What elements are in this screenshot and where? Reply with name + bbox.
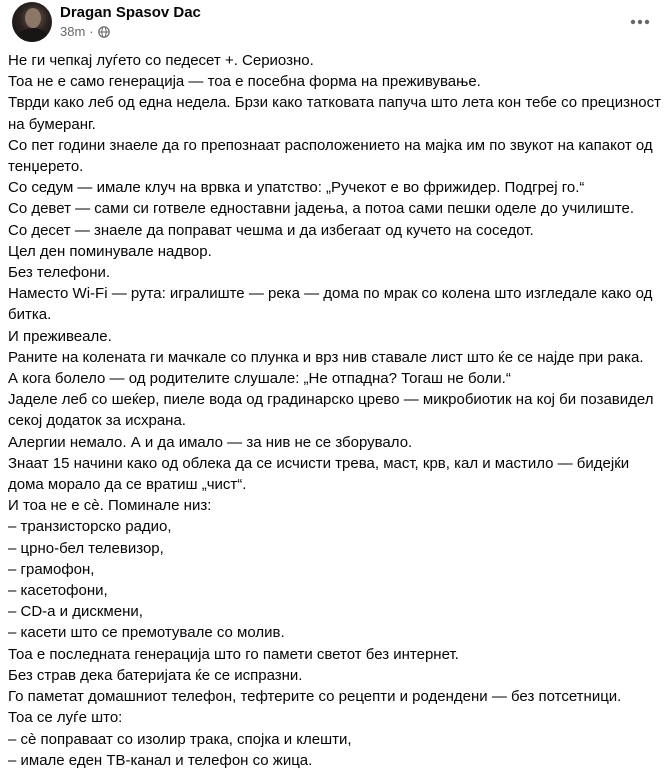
post-line: Тоа не е само генерација — тоа е посебна форма на преживување. <box>8 73 481 91</box>
post-line: Јаделе леб со шеќер, пиеле вода од градинарско црево — микробиотик на кој би позавидел секој додаток за исхрана. <box>8 391 654 430</box>
post-line: – CD-а и дискмени, <box>8 603 143 621</box>
post-line: Без телефони. <box>8 264 111 282</box>
post-line: Алергии немало. А и да имало — за нив не се зборувало. <box>8 433 413 451</box>
globe-icon[interactable] <box>98 26 110 38</box>
author-name[interactable]: Dragan Spasov Dac <box>60 4 201 21</box>
post-line: Без страв дека батеријата ќе се испразни. <box>8 666 303 684</box>
post-line: Со десет — знаеле да поправат чешма и да избегаат од кучето на соседот. <box>8 221 534 239</box>
post-line: Со девет — сами си готвеле едноставни јадења, а потоа сами пешки оделе до училиште. <box>8 200 635 218</box>
post-line: Го паметат домашниот телефон, тефтерите со рецепти и родендени — без потсетници. <box>8 688 622 706</box>
post-line: Наместо Wi-Fi — рута: игралиште — река — дома по мрак со колена што изгледале како од битка. <box>8 285 653 324</box>
post-line: – касетофони, <box>8 582 108 600</box>
post-line: Знаат 15 начини како од облека да се исчисти трева, маст, крв, кал и мастило — бидејќи дома морало да се вратиш „чист“. <box>8 454 630 494</box>
post-line: Тоа се луѓе што: <box>8 709 123 727</box>
more-options-icon[interactable] <box>626 8 654 36</box>
post-line: Не ги чепкај луѓето со педесет +. Сериозно. <box>8 52 314 69</box>
post-line: – црно-бел телевизор, <box>8 539 164 557</box>
author-avatar[interactable] <box>12 2 52 42</box>
post-line: Со седум — имале клуч на врвка и упатство: „Ручекот е во фрижидер. Подгреј го.“ <box>8 179 585 197</box>
post-meta <box>60 24 110 39</box>
post-line: Раните на колената ги мачкале со плунка и врз нив ставале лист што ќе се најде при рака. <box>8 348 644 366</box>
post-line: Тоа е последната генерација што го памети светот без интернет. <box>8 645 459 663</box>
post-line: – сè поправаат со изолир трака, спојка и клешти, <box>8 730 352 748</box>
post-line: И тоа не е сè. Поминале низ: <box>8 497 212 515</box>
post-header <box>12 2 658 42</box>
post-line: – касети што се премотувале со молив. <box>8 624 285 642</box>
post-line: Цел ден поминувале надвор. <box>8 242 212 260</box>
post-line: – имале еден ТВ-канал и телефон со жица. <box>8 751 313 769</box>
meta-separator: · <box>89 24 94 39</box>
post-timestamp[interactable]: 38m <box>60 24 86 39</box>
post-text <box>8 50 664 771</box>
post-line: – грамофон, <box>8 560 95 578</box>
post-line: Тврди како леб од една недела. Брзи како татковата папуча што лета кон тебе со прецизност на бумеранг. <box>8 94 661 133</box>
post-line: – транзисторско радио, <box>8 518 172 536</box>
post-line: А кога болело — од родителите слушале: „Не отпадна? Тогаш не боли.“ <box>8 370 511 388</box>
post-line: И преживеале. <box>8 327 112 345</box>
post-line: Со пет години знаеле да го препознаат расположението на мајка им по звукот на капакот од тенџерето. <box>8 136 653 176</box>
